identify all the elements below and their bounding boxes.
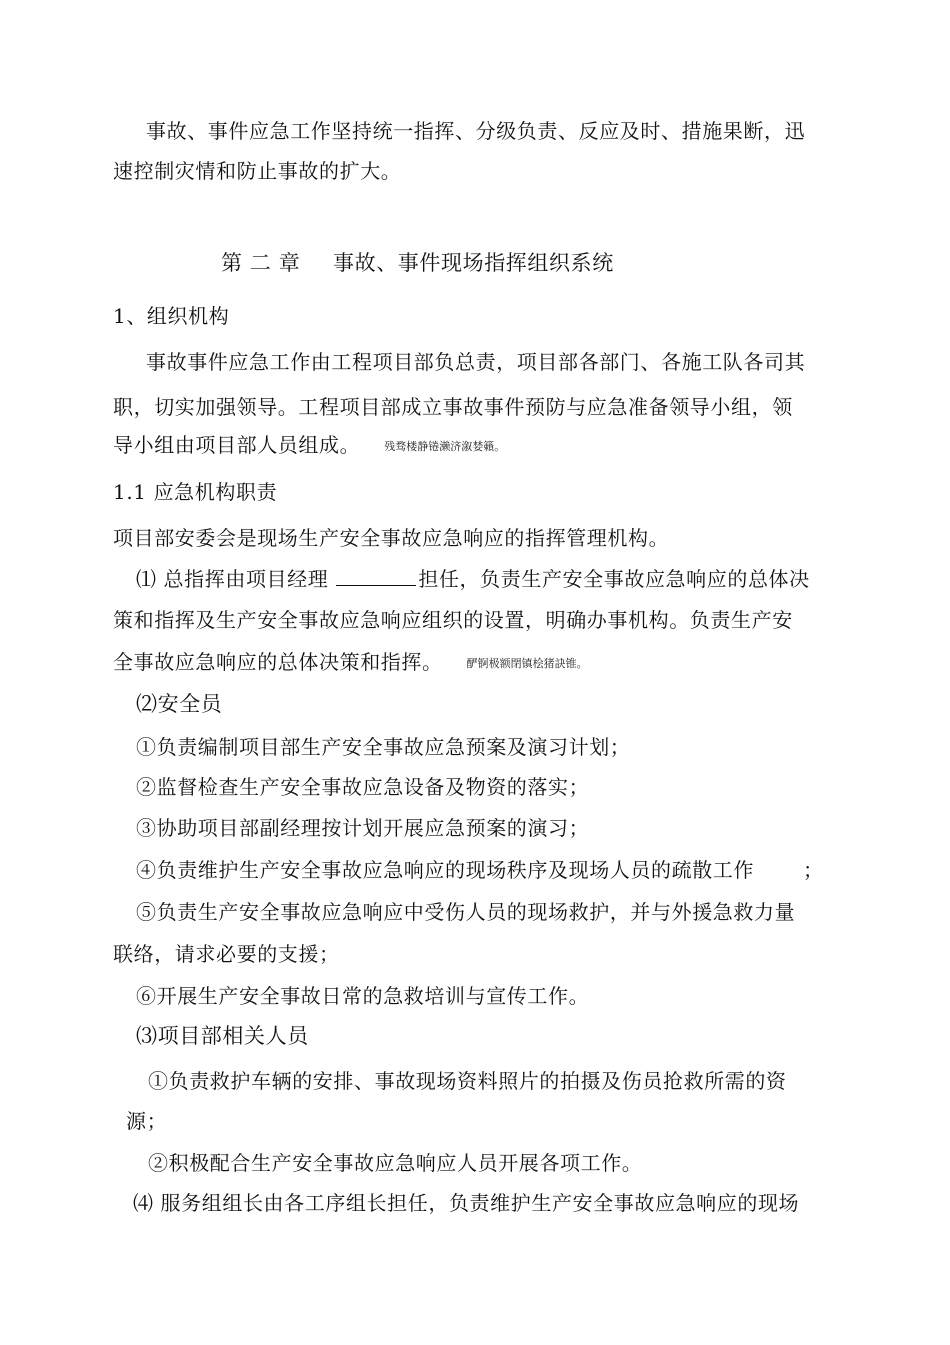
item-2-point-3: ③协助项目部副经理按计划开展应急预案的演习；	[136, 816, 590, 840]
item-2-point-1: ①负责编制项目部生产安全事故应急预案及演习计划；	[136, 735, 631, 759]
section-heading-responsibilities: 1.1 应急机构职责	[113, 480, 278, 504]
item-1-text: 全事故应急响应的总体决策和指挥。	[113, 650, 443, 674]
manager-name-blank	[336, 567, 416, 586]
paragraph-principle-line-2: 速控制灾情和防止事故的扩大。	[113, 159, 402, 183]
item-3-heading: ⑶项目部相关人员	[136, 1024, 309, 1048]
item-1-line-1	[136, 565, 810, 593]
paragraph-organization-line-1: 事故事件应急工作由工程项目部负总责，项目部各部门、各施工队各司其	[146, 350, 806, 374]
garbled-note: 残骛楼静锩濑济溆婪籟。	[384, 439, 506, 453]
paragraph-organization-text: 导小组由项目部人员组成。	[113, 433, 361, 457]
item-2-point-5-line-2: 联络，请求必要的支援；	[113, 942, 340, 966]
paragraph-committee: 项目部安委会是现场生产安全事故应急响应的指挥管理机构。	[113, 526, 670, 550]
paragraph-principle-line-1: 事故、事件应急工作坚持统一指挥、分级负责、反应及时、措施果断，迅	[146, 119, 806, 143]
item-4-line-1: ⑷ 服务组组长由各工序组长担任，负责维护生产安全事故应急响应的现场	[133, 1191, 800, 1215]
chapter-title: 事故、事件现场指挥组织系统	[333, 251, 614, 275]
item-3-point-1-line-2: 源；	[126, 1109, 168, 1133]
item-3-point-2: ②积极配合生产安全事故应急响应人员开展各项工作。	[148, 1151, 643, 1175]
paragraph-organization-line-3	[113, 431, 505, 461]
item-1-line-2: 策和指挥及生产安全事故应急响应组织的设置，明确办事机构。负责生产安	[113, 608, 793, 632]
item-2-point-2: ②监督检查生产安全事故应急设备及物资的落实；	[136, 775, 590, 799]
item-1-prefix: ⑴ 总指挥由项目经理	[136, 567, 329, 591]
garbled-note: 酽锕极额閉镇桧猪訣锥。	[466, 656, 588, 670]
item-2-heading: ⑵安全员	[136, 692, 223, 716]
item-2-point-4: ④负责维护生产安全事故应急响应的现场秩序及现场人员的疏散工作	[136, 858, 754, 882]
item-2-point-5-line-1: ⑤负责生产安全事故应急响应中受伤人员的现场救护，并与外援急救力量	[136, 900, 796, 924]
item-1-line-3	[113, 648, 588, 678]
item-3-point-1-line-1: ①负责救护车辆的安排、事故现场资料照片的拍摄及伤员抢救所需的资	[148, 1069, 787, 1093]
item-2-point-4-end: ；	[803, 858, 824, 882]
section-heading-organization: 1、组织机构	[113, 304, 230, 328]
item-2-point-6: ⑥开展生产安全事故日常的急救培训与宣传工作。	[136, 984, 590, 1008]
chapter-number: 第 二 章	[221, 251, 301, 275]
item-1-suffix: 担任，负责生产安全事故应急响应的总体决	[418, 567, 810, 591]
paragraph-organization-line-2: 职，切实加强领导。工程项目部成立事故事件预防与应急准备领导小组，领	[113, 395, 793, 419]
